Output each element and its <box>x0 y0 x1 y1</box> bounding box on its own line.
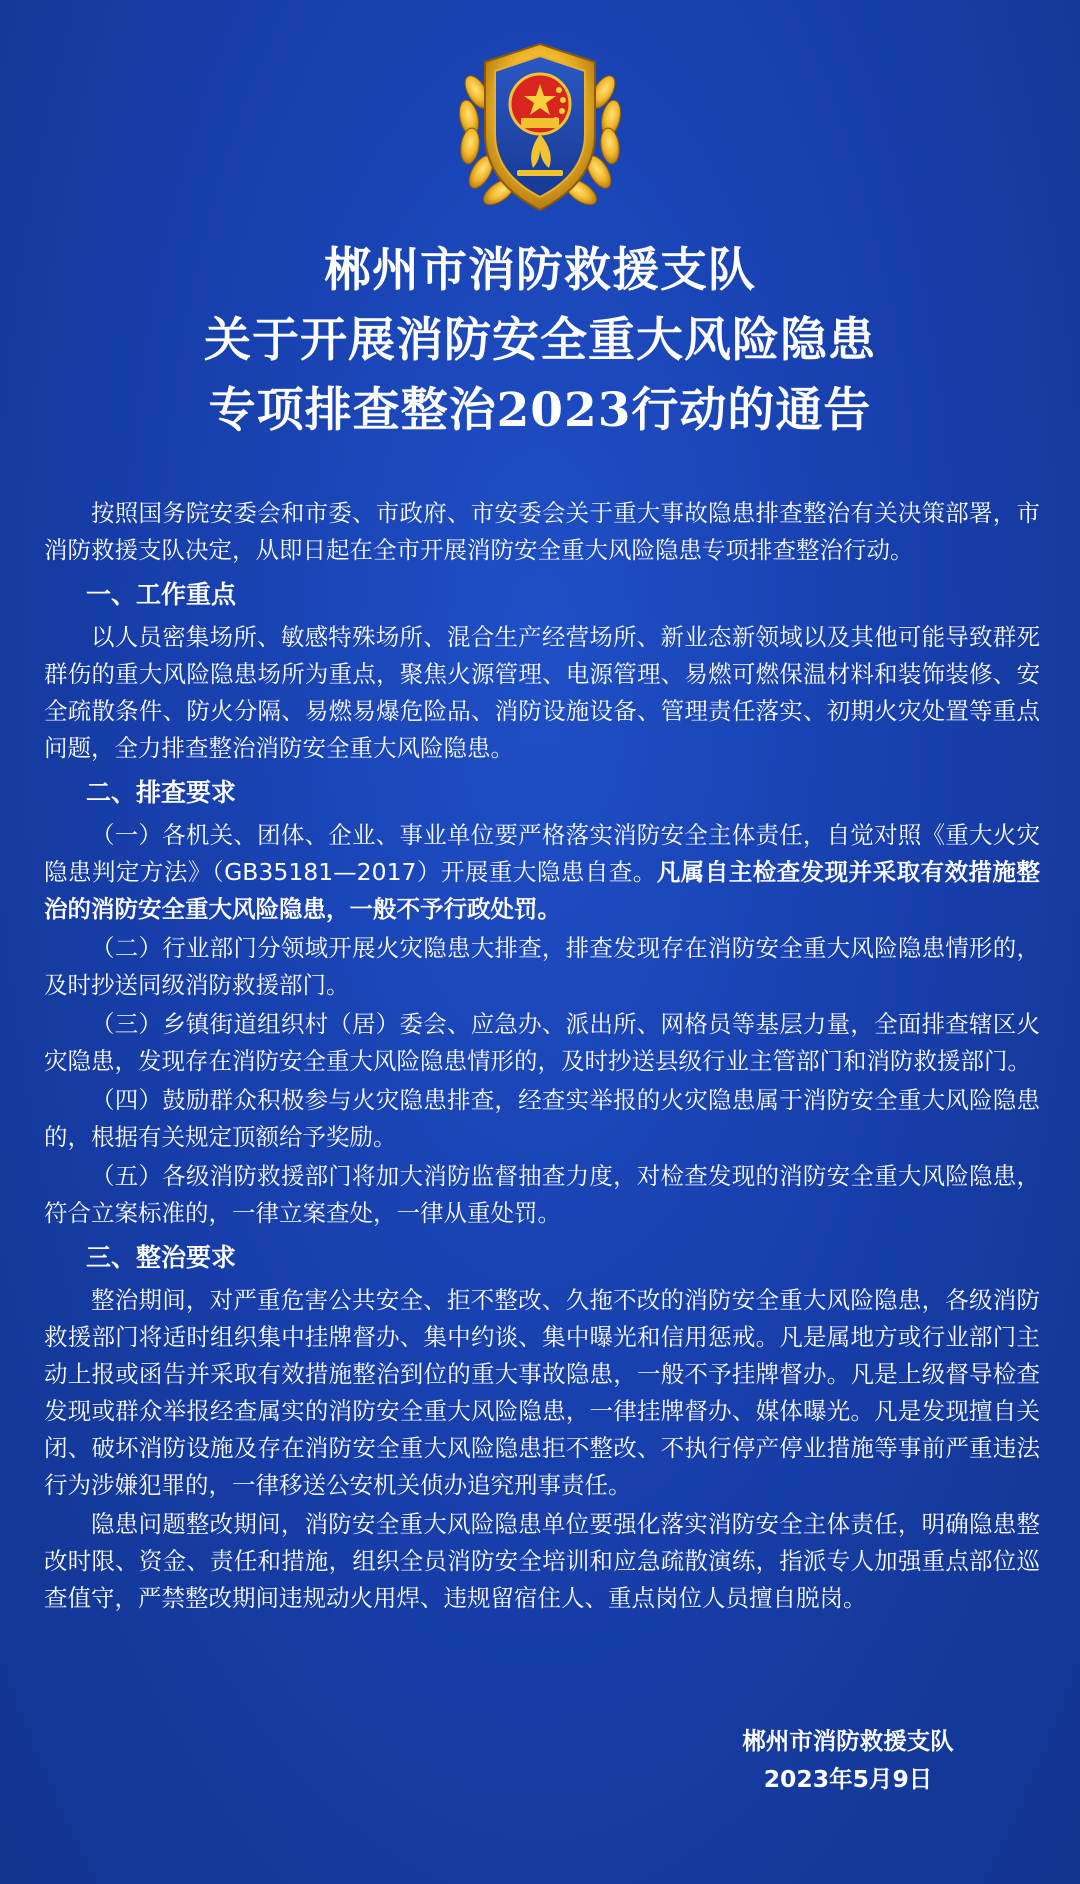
section-1-body: 以人员密集场所、敏感特殊场所、混合生产经营场所、新业态新领域以及其他可能导致群死群伤的重大风险隐患场所为重点，聚焦火源管理、电源管理、易燃可燃保温材料和装饰装修、安全疏散条件、防火分隔、易燃易爆危险品、消防设施设备、管理责任落实、初期火灾处置等重点问题，全力排查整治消防安全重大风险隐患。 <box>44 623 1040 762</box>
small-star-icon <box>560 97 566 103</box>
gate-building-icon <box>521 118 559 128</box>
title-line-2: 关于开展消防安全重大风险隐患 <box>204 313 876 368</box>
ribbon-icon <box>517 170 563 176</box>
emblem-graphic <box>455 34 625 220</box>
section-2-item-1 <box>44 817 1040 928</box>
section-2-item-2: （二）行业部门分领域开展火灾隐患大排查，排查发现存在消防安全重大风险隐患情形的，及时抄送同级消防救援部门。 <box>44 934 1040 999</box>
title-line-3: 专项排查整治2023行动的通告 <box>208 383 872 438</box>
item-1-emphasis: 凡属自主检查发现并采取有效措施整治的消防安全重大风险隐患，一般不予行政处罚。 <box>44 858 1040 923</box>
section-2-item-4: （四）鼓励群众积极参与火灾隐患排查，经查实举报的火灾隐患属于消防安全重大风险隐患的，根据有关规定顶额给予奖励。 <box>44 1086 1040 1151</box>
section-3-paragraph-2: 隐患问题整改期间，消防安全重大风险隐患单位要强化落实消防安全主体责任，明确隐患整改时限、资金、责任和措施，组织全员消防安全培训和应急疏散演练，指派专人加强重点部位巡查值守，严禁整改期间违规动火用焊、违规留宿住人、重点岗位人员擅自脱岗。 <box>44 1510 1040 1612</box>
small-star-icon <box>559 108 565 114</box>
notice-body <box>44 495 1040 1619</box>
section-2-item-5: （五）各级消防救援部门将加大消防监督抽查力度，对检查发现的消防安全重大风险隐患，符合立案标准的，一律立案查处，一律从重处罚。 <box>44 1162 1040 1227</box>
fire-rescue-emblem <box>455 34 625 220</box>
intro-paragraph: 按照国务院安委会和市委、市政府、市安委会关于重大事故隐患排查整治有关决策部署，市消防救援支队决定，从即日起在全市开展消防安全重大风险隐患专项排查整治行动。 <box>44 499 1040 564</box>
signature-block <box>698 1722 998 1798</box>
section-3-heading: 三、整治要求 <box>86 1243 237 1272</box>
section-2-heading: 二、排查要求 <box>86 778 237 807</box>
title-line-1: 郴州市消防救援支队 <box>324 243 756 298</box>
notice-title <box>0 236 1080 446</box>
section-1-heading: 一、工作重点 <box>86 580 237 609</box>
item-1-text: （一）各机关、团体、企业、事业单位要严格落实消防安全主体责任，自觉对照《重大火灾隐患判定方法》（GB35181—2017）开展重大隐患自查。 <box>44 821 1040 886</box>
signature-org: 郴州市消防救援支队 <box>742 1727 954 1755</box>
small-star-icon <box>556 87 562 93</box>
section-3-paragraph-1: 整治期间，对严重危害公共安全、拒不整改、久拖不改的消防安全重大风险隐患，各级消防救援部门将适时组织集中挂牌督办、集中约谈、集中曝光和信用惩戒。凡是属地方或行业部门主动上报或函告并采取有效措施整治到位的重大事故隐患，一般不予挂牌督办。凡是上级督导检查发现或群众举报经查属实的消防安全重大风险隐患，一律挂牌督办、媒体曝光。凡是发现擅自关闭、破坏消防设施及存在消防安全重大风险隐患拒不整改、不执行停产停业措施等事前严重违法行为涉嫌犯罪的，一律移送公安机关侦办追究刑事责任。 <box>44 1286 1040 1499</box>
section-2-item-3: （三）乡镇街道组织村（居）委会、应急办、派出所、网格员等基层力量，全面排查辖区火灾隐患，发现存在消防安全重大风险隐患情形的，及时抄送县级行业主管部门和消防救援部门。 <box>44 1010 1040 1075</box>
signature-date: 2023年5月9日 <box>763 1765 933 1793</box>
